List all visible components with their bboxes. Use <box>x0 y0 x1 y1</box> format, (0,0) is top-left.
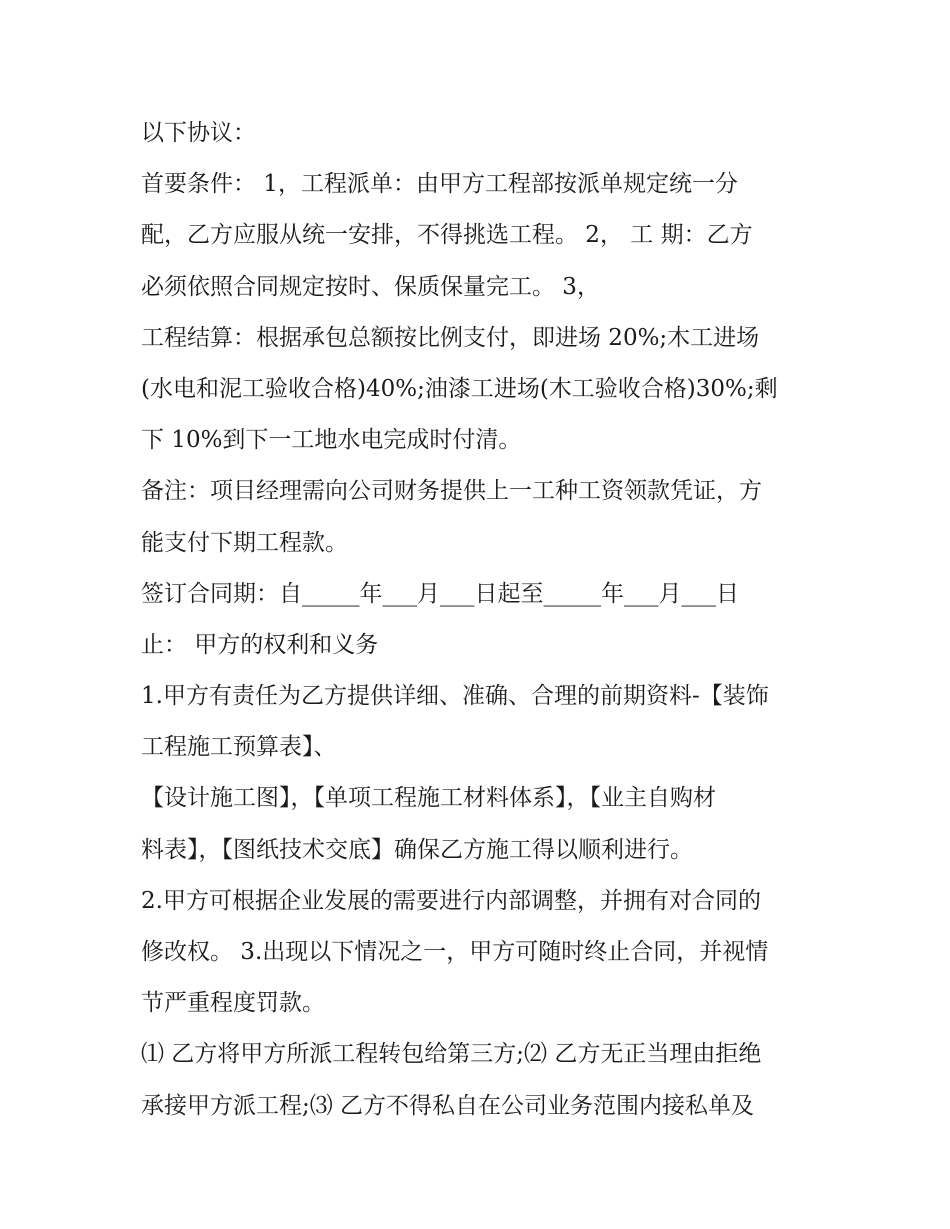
text-line: 首要条件： 1，工程派单：由甲方工程部按派单规定统一分 <box>141 171 738 198</box>
text-line: 工程施工预算表】、 <box>141 734 337 761</box>
text-line: 以下协议： <box>141 120 256 146</box>
text-line: 备注：项目经理需向公司财务提供上一工种工资领款凭证，方 <box>141 478 762 505</box>
text-line: 配，乙方应服从统一安排，不得挑选工程。 2， 工 期：乙方 <box>141 222 753 249</box>
text-line: 工程结算：根据承包总额按比例支付，即进场 20%;木工进场 <box>141 324 760 351</box>
document-body <box>141 108 816 1132</box>
text-line: 节严重程度罚款。 <box>141 990 325 1017</box>
text-line: 必须依照合同规定按时、保质保量完工。 3， <box>141 273 600 300</box>
text-line: 料表】，【图纸技术交底】确保乙方施工得以顺利进行。 <box>141 836 693 863</box>
text-line: 下 10%到下一工地水电完成时付清。 <box>141 427 522 454</box>
text-line: 1.甲方有责任为乙方提供详细、准确、合理的前期资料-【装饰 <box>141 683 769 710</box>
text-line: (水电和泥工验收合格)40%;油漆工进场(木工验收合格)30%;剩 <box>141 375 778 402</box>
text-line: ⑴ 乙方将甲方所派工程转包给第三方;⑵ 乙方无正当理由拒绝 <box>141 1041 762 1068</box>
text-line: 修改权。 3.出现以下情况之一，甲方可随时终止合同，并视情 <box>141 939 769 965</box>
text-line: 止： 甲方的权利和义务 <box>141 631 379 658</box>
text-line: 能支付下期工程款。 <box>141 529 348 556</box>
text-line: 承接甲方派工程;⑶ 乙方不得私自在公司业务范围内接私单及 <box>141 1092 755 1119</box>
text-line: 【设计施工图】，【单项工程施工材料体系】，【业主自购材 <box>141 785 716 812</box>
text-line: 签订合同期：自_____年___月___日起至_____年___月___日 <box>141 580 739 607</box>
text-line: 2.甲方可根据企业发展的需要进行内部调整，并拥有对合同的 <box>141 887 761 914</box>
